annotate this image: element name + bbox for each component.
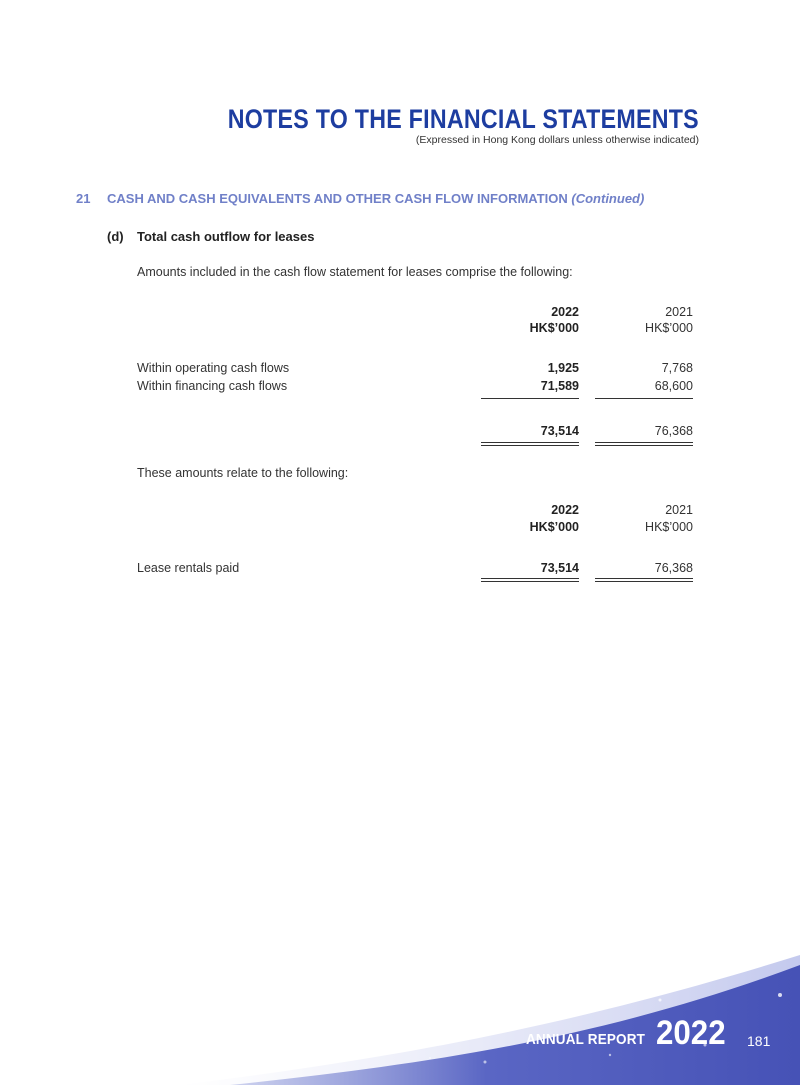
table-row-value-2021: 68,600 [654,379,693,393]
page-subtitle: (Expressed in Hong Kong dollars unless otherwise indicated) [415,134,699,146]
table2-intro: These amounts relate to the following: [137,466,349,480]
table-row-value-2021: 76,368 [654,561,693,575]
footer-annual-report-label: ANNUAL REPORT [526,1031,646,1048]
table2-header-2022: 2022 [551,503,579,517]
page-title: NOTES TO THE FINANCIAL STATEMENTS [227,104,699,134]
table-row-value-2022: 73,514 [540,561,579,575]
section-title: CASH AND CASH EQUIVALENTS AND OTHER CASH FLOW INFORMATION [107,191,568,206]
subsection-letter: (d) [107,229,124,244]
subsection-title: Total cash outflow for leases [137,229,315,244]
table-row-label: Within financing cash flows [137,379,288,393]
table1-unit-2022: HK$’000 [529,321,579,335]
section-continued: (Continued) [571,191,645,206]
table2-unit-2022: HK$’000 [529,520,579,534]
table-row-value-2021: 7,768 [661,361,693,375]
table1-total-2021: 76,368 [654,424,693,438]
table1-header-2022: 2022 [551,305,579,319]
page-number: 181 [747,1033,771,1049]
table2-unit-2021: HK$’000 [645,520,693,534]
section-number: 21 [76,191,91,206]
table1-unit-2021: HK$’000 [645,321,693,335]
table1-total-2022: 73,514 [540,424,579,438]
footer-year: 2022 [656,1014,726,1052]
table2-header-2021: 2021 [665,503,693,517]
table1-header-2021: 2021 [665,305,693,319]
table1-intro: Amounts included in the cash flow statement for leases comprise the following: [137,265,573,279]
table-row-label: Within operating cash flows [137,361,290,375]
table-row-value-2022: 71,589 [540,379,579,393]
table-row-value-2022: 1,925 [547,361,579,375]
table-row-label: Lease rentals paid [137,561,240,575]
